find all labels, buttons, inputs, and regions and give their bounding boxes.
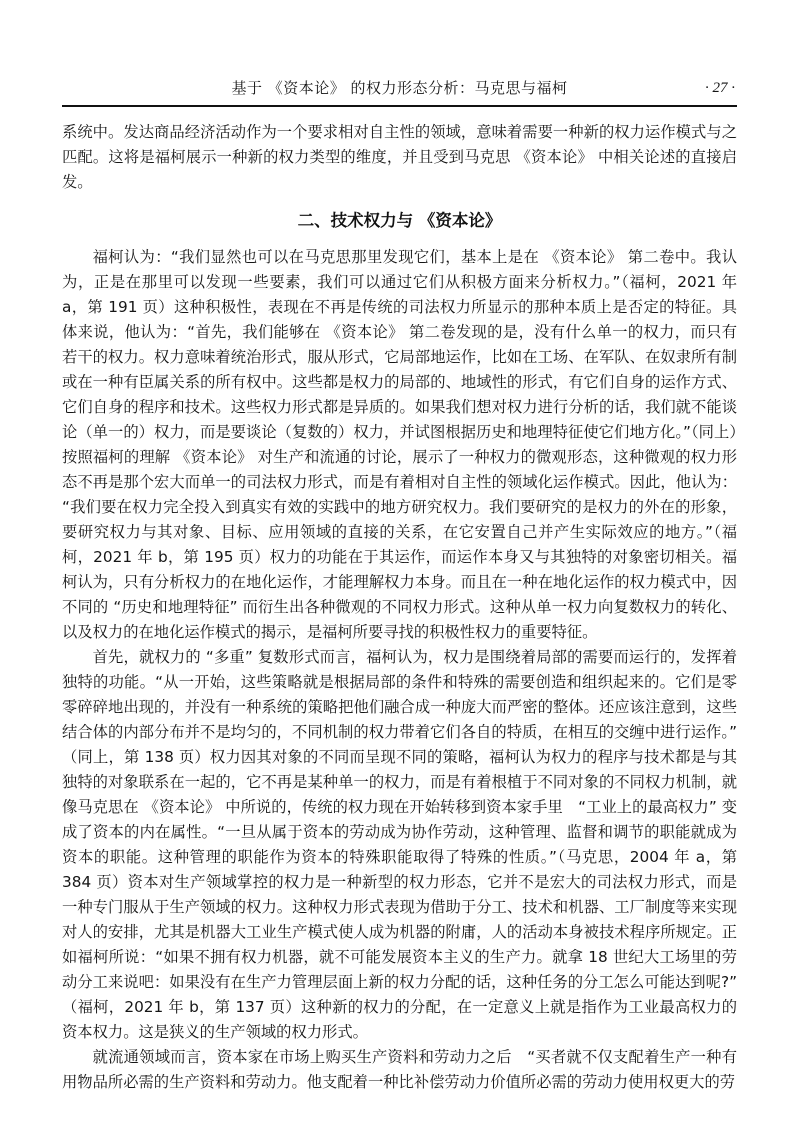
paragraph: 福柯认为：“我们显然也可以在马克思那里发现它们，基本上是在 《资本论》 第二卷中。我认为，正是在那里可以发现一些要素，我们可以通过它们从积极方面来分析权力。”（福柯，2021 年 a，第 191 页）这种积极性，表现在不再是传统的司法权力所显示的那种本质上是否定的特征。具体来说，他认为：“首先，我们能够在 《资本论》 第二卷发现的是，没有什么单一的权力，而只有若干的权力。权力意味着统治形式，服从形式，它局部地运作，比如在工场、在军队、在奴隶所有制或在一种有臣属关系的所有权中。这些都是权力的局部的、地域性的形式，有它们自身的运作方式、它们自身的程序和技术。这些权力形式都是异质的。如果我们想对权力进行分析的话，我们就不能谈论（单一的）权力，而是要谈论（复数的）权力，并试图根据历史和地理特征使它们地方化。”（同上）按照福柯的理解 《资本论》 对生产和流通的讨论，展示了一种权力的微观形态，这种微观的权力形态不再是那个宏大而单一的司法权力形式，而是有着相对自主性的领域化运作模式。因此，他认为：“我们要在权力完全投入到真实有效的实践中的地方研究权力。我们要研究的是权力的外在的形象，要研究权力与其对象、目标、应用领域的直接的关系，在它安置自己并产生实际效应的地方。”（福柯，2021 年 b，第 195 页）权力的功能在于其运作，而运作本身又与其独特的对象密切相关。福柯认为，只有分析权力的在地化运作，才能理解权力本身。而且在一种在地化运作的权力模式中，因不同的 “历史和地理特征” 而衍生出各种微观的不同权力形式。这种从单一权力向复数权力的转化、以及权力的在地化运作模式的揭示，是福柯所要寻找的积极性权力的重要特征。 [62, 248, 737, 641]
article-body [62, 120, 737, 1095]
page-number: · 27 · [705, 80, 735, 96]
section-heading: 二、技术权力与 《资本论》 [297, 211, 502, 230]
running-title: 基于 《资本论》 的权力形态分析：马克思与福柯 [231, 79, 568, 97]
paragraph: 首先，就权力的 “多重” 复数形式而言，福柯认为，权力是围绕着局部的需要而运行的，发挥着独特的功能。“从一开始，这些策略就是根据局部的条件和特殊的需要创造和组织起来的。它们是零零碎碎地出现的，并没有一种系统的策略把他们融合成一种庞大而严密的整体。还应该注意到，这些结合体的内部分布并不是均匀的，不同机制的权力带着它们各自的特质，在相互的交缠中进行运作。”（同上，第 138 页）权力因其对象的不同而呈现不同的策略，福柯认为权力的程序与技术都是与其独特的对象联系在一起的，它不再是某种单一的权力，而是有着根植于不同对象的不同权力机制，就像马克思在 《资本论》 中所说的，传统的权力现在开始转移到资本家手里 “工业上的最高权力” 变成了资本的内在属性。“一旦从属于资本的劳动成为协作劳动，这种管理、监督和调节的职能就成为资本的职能。这种管理的职能作为资本的特殊职能取得了特殊的性质。”（马克思，2004 年 a，第 384 页）资本对生产领域掌控的权力是一种新型的权力形态，它并不是宏大的司法权力形式，而是一种专门服从于生产领域的权力。这种权力形式表现为借助于分工、技术和机器、工厂制度等来实现对人的安排，尤其是机器大工业生产模式使人成为机器的附庸，人的活动本身被技术程序所规定。正如福柯所说：“如果不拥有权力机器，就不可能发展资本主义的生产力。就拿 18 世纪大工场里的劳动分工来说吧：如果没有在生产力管理层面上新的权力分配的话，这种任务的分工怎么可能达到呢?”（福柯，2021 年 b，第 137 页）这种新的权力的分配，在一定意义上就是指作为工业最高权力的资本权力。这是狭义的生产领域的权力形式。 [62, 648, 737, 1041]
paragraph: 就流通领域而言，资本家在市场上购买生产资料和劳动力之后 “买者就不仅支配着生产一种有用物品所必需的生产资料和劳动力。他支配着一种比补偿劳动力价值所必需的劳动力使用权更大的劳 [62, 1048, 737, 1091]
running-head [62, 78, 737, 107]
paragraph-continuation: 系统中。发达商品经济活动作为一个要求相对自主性的领域，意味着需要一种新的权力运作模式与之匹配。这将是福柯展示一种新的权力类型的维度，并且受到马克思 《资本论》 中相关论述的直接启发。 [62, 123, 737, 191]
